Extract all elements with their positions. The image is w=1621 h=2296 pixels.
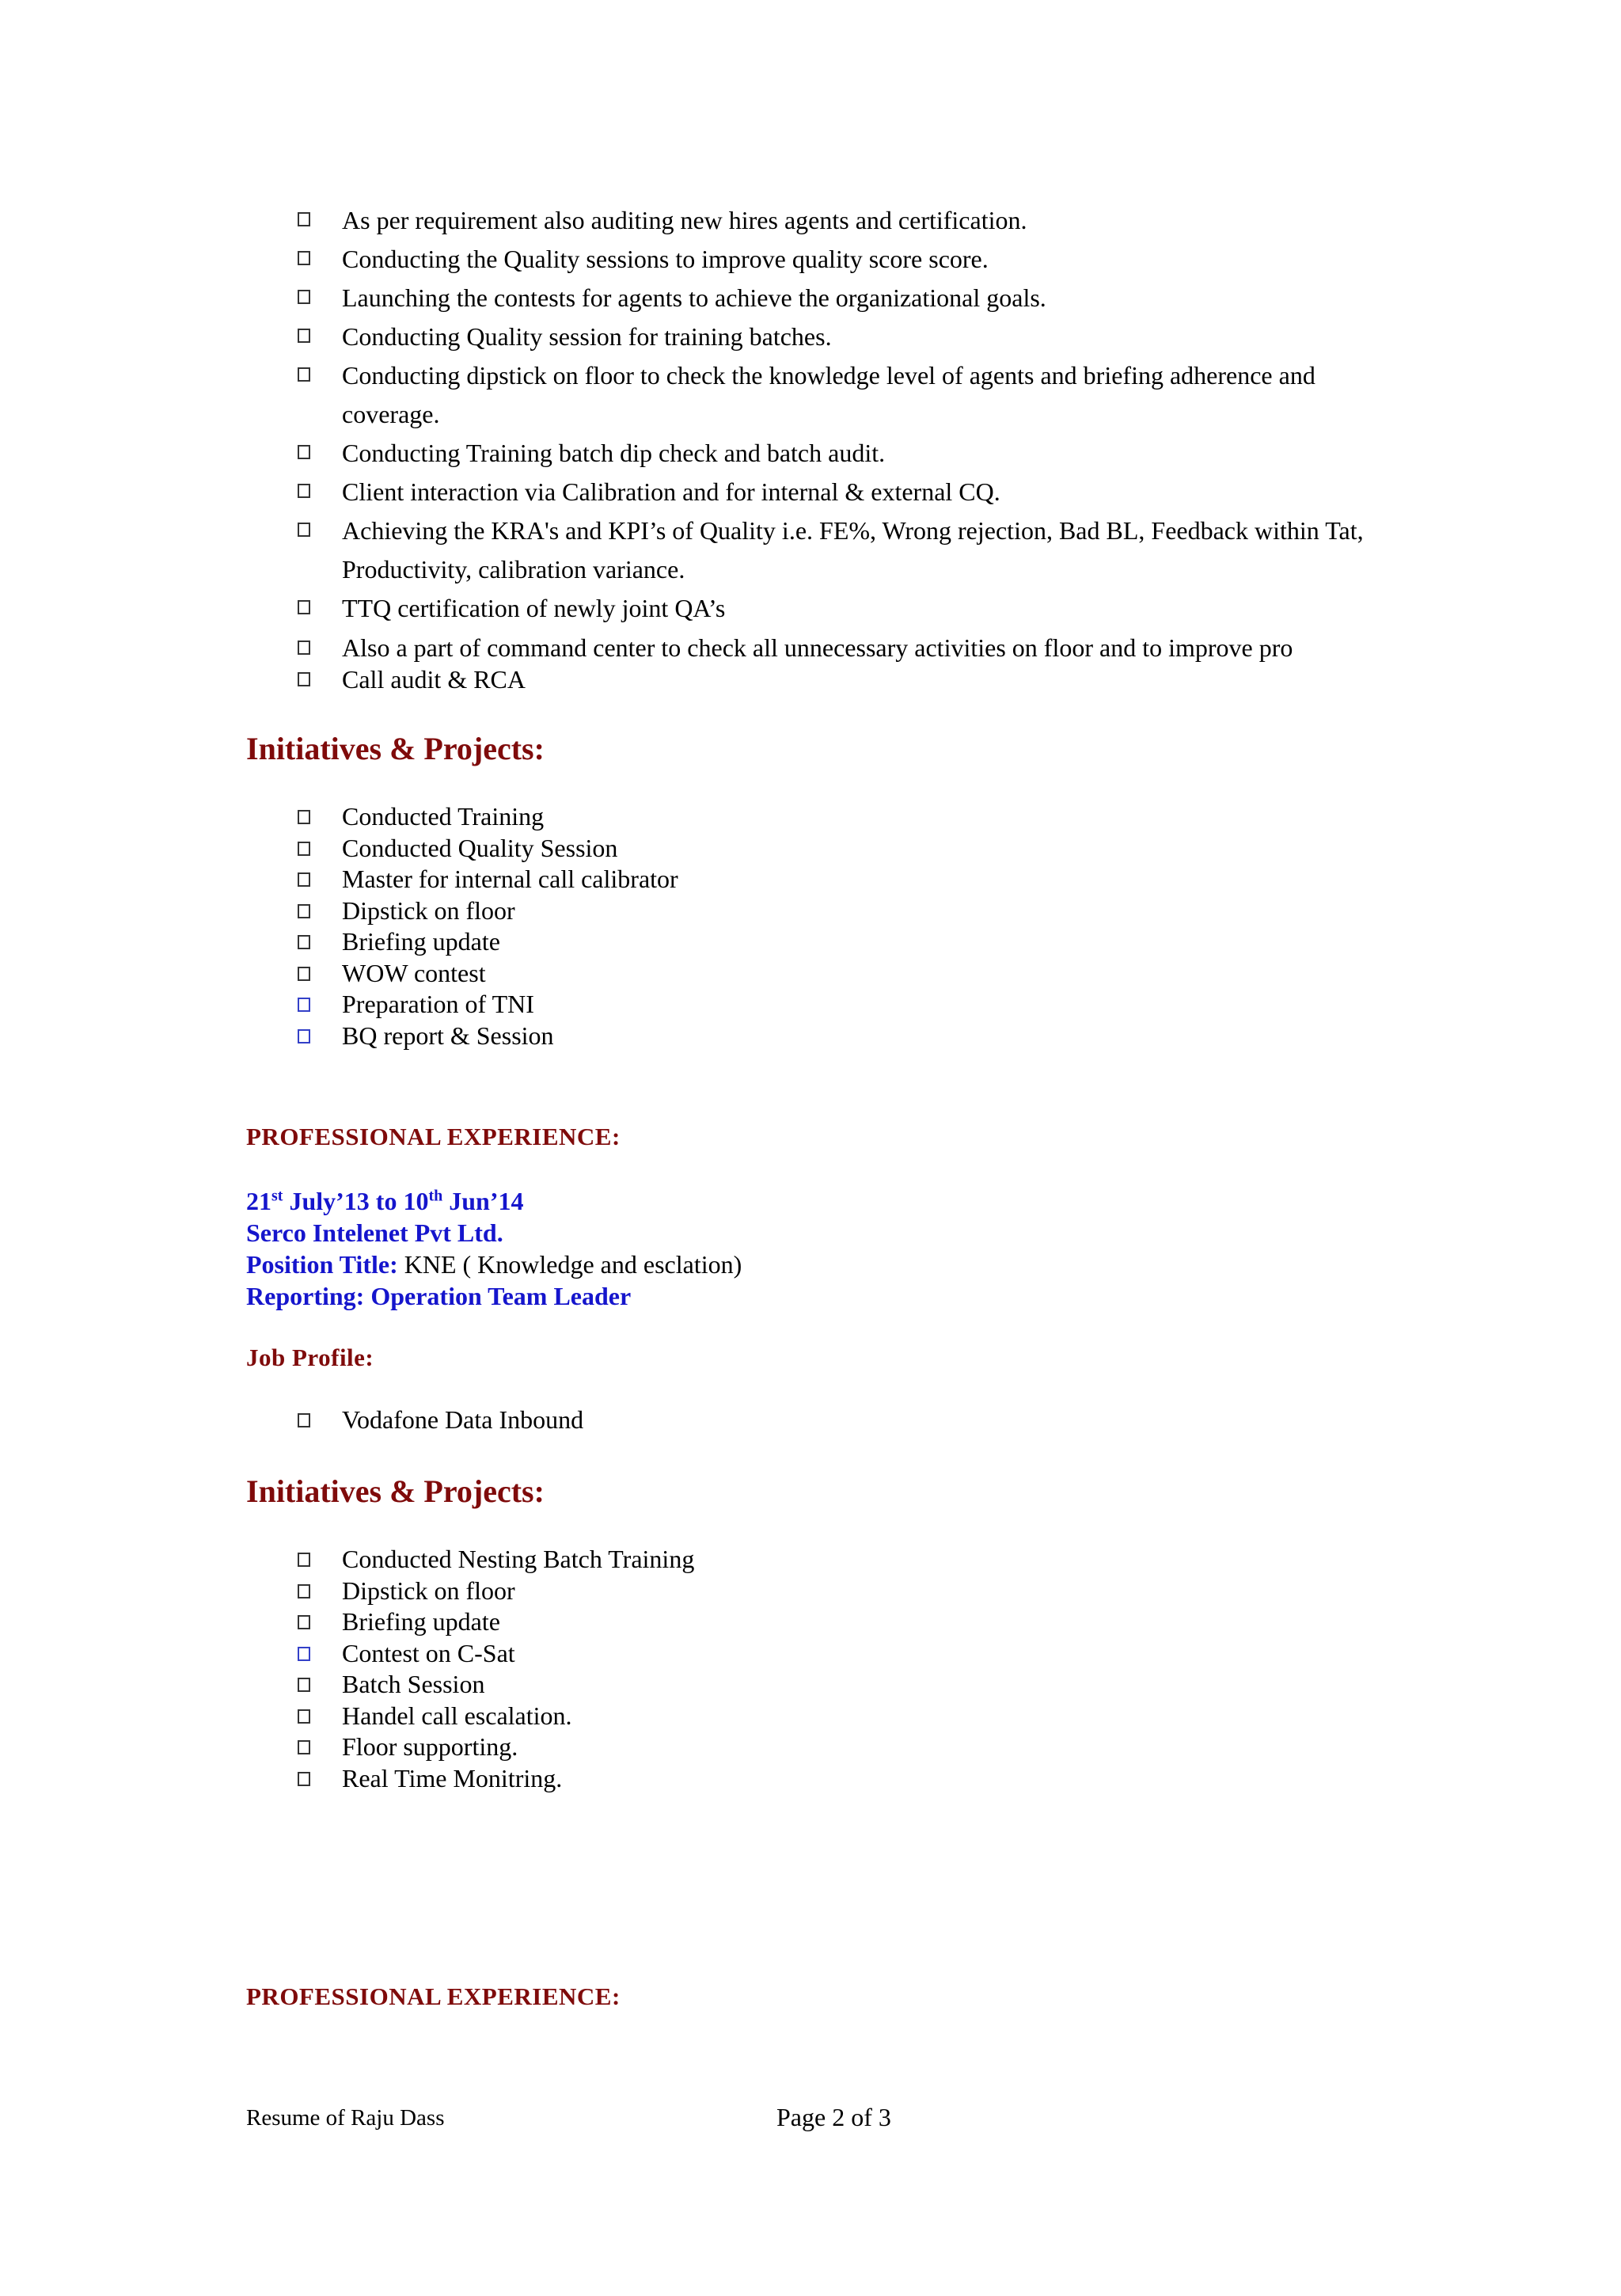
job-profile-list [298,1405,1390,1436]
checkbox-bullet-icon [298,1772,310,1786]
checkbox-bullet-icon [298,672,310,686]
section-heading-initiatives-2: Initiatives & Projects: [246,1473,545,1509]
checkbox-bullet-icon [298,1647,310,1661]
list-item-text: Floor supporting. [342,1732,518,1761]
section-heading-job-profile: Job Profile: [246,1344,374,1371]
list-item [298,632,1390,663]
date-from-suffix: st [271,1187,283,1205]
footer-document-title: Resume of Raju Dass [246,2105,445,2131]
checkbox-bullet-icon [298,810,310,824]
list-item [298,989,1390,1021]
checkbox-bullet-icon [298,329,310,343]
list-item [298,833,1390,865]
checkbox-bullet-icon [298,1615,310,1629]
checkbox-bullet-icon [298,1413,310,1427]
date-from-day: 21 [246,1187,271,1215]
checkbox-bullet-icon [298,1740,310,1754]
list-item-text: Briefing update [342,927,500,956]
list-item [298,926,1390,958]
list-item [298,434,1390,473]
list-item [298,864,1390,895]
checkbox-bullet-icon [298,904,310,918]
list-item-text: Batch Session [342,1670,485,1698]
list-item [298,801,1390,833]
section-heading-professional-experience-2: PROFESSIONAL EXPERIENCE: [246,1982,621,2010]
list-item-text: Also a part of command center to check all unnecessary activities on floor and to improve pro [342,633,1293,662]
list-item [298,895,1390,927]
duties-list [298,201,1390,695]
checkbox-bullet-icon [298,1029,310,1043]
list-item [298,511,1390,589]
list-item-text: Conducted Quality Session [342,833,618,862]
company-name: Serco Intelenet Pvt Ltd. [246,1218,503,1247]
list-item [298,1544,1390,1576]
list-item [298,201,1390,240]
list-item [298,1576,1390,1607]
checkbox-bullet-icon [298,935,310,949]
list-item [298,1763,1390,1795]
list-item [298,1021,1390,1052]
checkbox-bullet-icon [298,290,310,304]
list-item-text: Client interaction via Calibration and for internal & external CQ. [342,477,1000,506]
checkbox-bullet-icon [298,641,310,655]
list-item-text: Dipstick on floor [342,1576,515,1605]
list-item-text: Conducting dipstick on floor to check the knowledge level of agents and briefing adherence and coverage. [342,361,1315,428]
list-item [298,240,1390,279]
initiatives-list-2 [298,1544,1390,1794]
list-item [298,473,1390,511]
reporting-line: Reporting: Operation Team Leader [246,1282,632,1310]
list-item-text: Launching the contests for agents to achieve the organizational goals. [342,283,1046,312]
list-item [298,663,1390,695]
list-item-text: Preparation of TNI [342,990,534,1018]
list-item-text: Conducting Training batch dip check and batch audit. [342,439,886,467]
list-item [298,317,1390,356]
checkbox-bullet-icon [298,445,310,459]
list-item-text: Conducting Quality session for training batches. [342,322,832,351]
experience-dates [246,1185,524,1217]
checkbox-bullet-icon [298,251,310,265]
list-item-text: Vodafone Data Inbound [342,1405,584,1434]
list-item [298,1701,1390,1732]
list-item [298,356,1390,434]
list-item-text: Conducting the Quality sessions to improve quality score score. [342,245,989,273]
date-to-suffix: th [428,1187,443,1205]
checkbox-bullet-icon [298,212,310,226]
checkbox-bullet-icon [298,1678,310,1692]
footer-page-number: Page 2 of 3 [776,2103,891,2131]
checkbox-bullet-icon [298,523,310,537]
list-item [298,1405,1390,1436]
checkbox-bullet-icon [298,1709,310,1724]
position-label: Position Title: [246,1250,398,1279]
list-item-text: WOW contest [342,958,486,987]
date-range-text: July’13 to 10 [283,1187,429,1215]
list-item-text: Conducted Nesting Batch Training [342,1545,695,1573]
list-item-text: Conducted Training [342,802,545,831]
checkbox-bullet-icon [298,484,310,498]
list-item [298,1669,1390,1701]
checkbox-bullet-icon [298,872,310,887]
section-heading-professional-experience: PROFESSIONAL EXPERIENCE: [246,1123,621,1150]
list-item-text: Briefing update [342,1607,500,1636]
list-item-text: Real Time Monitring. [342,1763,563,1792]
position-value: KNE ( Knowledge and esclation) [397,1250,742,1279]
checkbox-bullet-icon [298,998,310,1012]
list-item [298,1638,1390,1670]
list-item-text: Call audit & RCA [342,665,526,694]
list-item-text: TTQ certification of newly joint QA’s [342,594,726,622]
checkbox-bullet-icon [298,967,310,981]
initiatives-list [298,801,1390,1051]
list-item [298,1606,1390,1638]
list-item-text: Master for internal call calibrator [342,865,678,893]
checkbox-bullet-icon [298,367,310,382]
list-item [298,279,1390,317]
list-item-text: Contest on C-Sat [342,1638,515,1667]
list-item-text: Achieving the KRA's and KPI’s of Quality i.e. FE%, Wrong rejection, Bad BL, Feedback within Tat, Productivity, calibration variance. [342,516,1364,584]
date-to-text: Jun’14 [442,1187,524,1215]
checkbox-bullet-icon [298,1553,310,1567]
checkbox-bullet-icon [298,600,310,614]
list-item-text: As per requirement also auditing new hires agents and certification. [342,206,1027,234]
position-title [246,1249,742,1280]
section-heading-initiatives: Initiatives & Projects: [246,731,545,766]
checkbox-bullet-icon [298,1584,310,1598]
list-item [298,1732,1390,1763]
list-item-text: BQ report & Session [342,1021,554,1050]
checkbox-bullet-icon [298,842,310,856]
list-item-text: Dipstick on floor [342,895,515,925]
list-item [298,958,1390,990]
list-item [298,589,1390,628]
list-item-text: Handel call escalation. [342,1701,572,1730]
